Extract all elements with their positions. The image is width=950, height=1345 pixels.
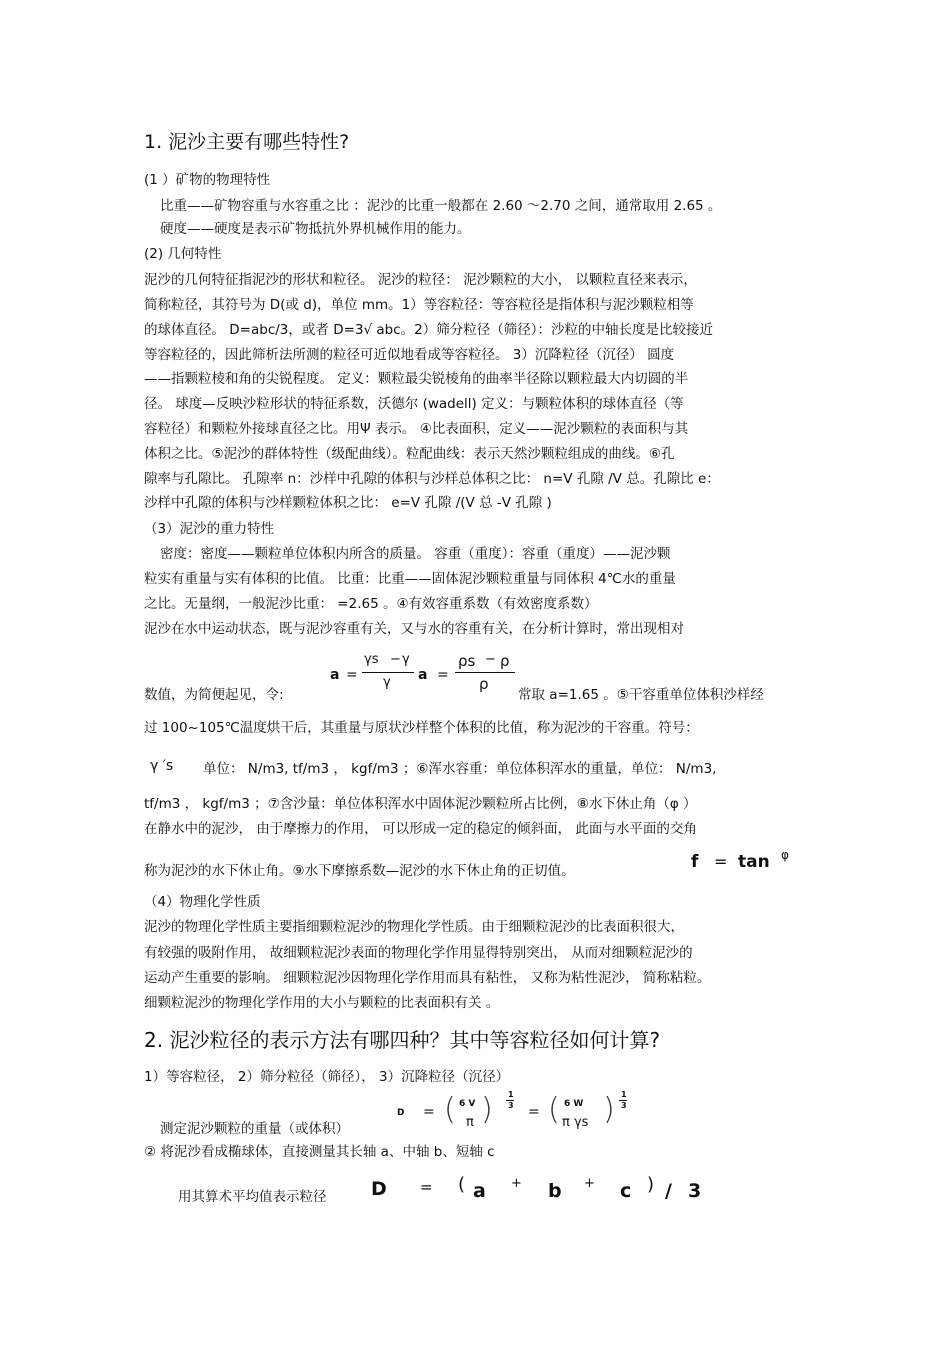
formula-a: a bbox=[330, 667, 340, 683]
formula-equals: = bbox=[423, 1104, 435, 1120]
formula-exponent-numerator: 1 bbox=[621, 1090, 627, 1099]
paragraph-line: tf/m3 ， kgf/m3 ；⑦含沙量：单位体积浑水中固体泥沙颗粒所占比例，⑧水下休止角（φ ） bbox=[144, 796, 697, 812]
formula-gamma: γ bbox=[402, 652, 410, 667]
paragraph-line: 径。 球度—反映沙粒形状的特征系数，沃德尔 (wadell) 定义：与颗粒体积的球体直径（等 bbox=[144, 396, 684, 412]
formula-minus: − bbox=[485, 652, 496, 667]
formula-paren: ) bbox=[603, 1092, 615, 1127]
formula-c-axis: c bbox=[620, 1180, 632, 1202]
fraction-bar bbox=[362, 672, 414, 673]
subsection-2-heading: (2) 几何特性 bbox=[144, 246, 222, 262]
formula-a-axis: a bbox=[473, 1180, 486, 1202]
formula-a: a bbox=[418, 667, 428, 683]
paragraph-line: 数值，为简便起见，令: bbox=[144, 687, 284, 703]
formula-pi-gamma: π γs bbox=[562, 1115, 589, 1130]
paragraph-line: ——指颗粒棱和角的尖锐程度。 定义：颗粒最尖锐棱角的曲率半径除以颗粒最大内切圆的半 bbox=[144, 371, 689, 387]
paragraph-line: 测定泥沙颗粒的重量（或体积） bbox=[160, 1121, 349, 1137]
paragraph-line: 的球体直径。 D=abc/3，或者 D=3√ abc。2）筛分粒径（筛径）：沙粒的中轴长度是比较接近 bbox=[144, 322, 713, 338]
paragraph-line: 之比。无量纲，一般泥沙比重： =2.65 。④有效容重系数（有效密度系数） bbox=[144, 596, 598, 612]
formula-exponent-numerator: 1 bbox=[508, 1090, 514, 1099]
section-1-title: 1. 泥沙主要有哪些特性? bbox=[144, 131, 350, 153]
subsection-4-heading: （4）物理化学性质 bbox=[144, 894, 261, 910]
paragraph-line: 简称粒径，其符号为 D(或 d)，单位 mm。1）等容粒径：等容粒径是指体积与泥沙颗粒相等 bbox=[144, 297, 694, 313]
formula-rho: ρ bbox=[500, 652, 510, 670]
paragraph-line: 常取 a=1.65 。⑤干容重单位体积沙样经 bbox=[518, 687, 764, 703]
formula-exponent-denominator: 3 bbox=[508, 1101, 514, 1110]
paragraph-line: 泥沙的几何特征指泥沙的形状和粒径。 泥沙的粒径： 泥沙颗粒的大小， 以颗粒直径来表示， bbox=[144, 272, 697, 288]
paragraph-line: 在静水中的泥沙， 由于摩擦力的作用， 可以形成一定的稳定的倾斜面， 此面与水平面的交角 bbox=[144, 821, 697, 837]
paragraph-line: ② 将泥沙看成椭球体，直接测量其长轴 a、中轴 b、短轴 c bbox=[144, 1144, 495, 1160]
paragraph-line: 比重——矿物容重与水容重之比 ：泥沙的比重一般都在 2.60 ～2.70 之间，通常取用 2.65 。 bbox=[160, 198, 722, 214]
paragraph-line: 用其算术平均值表示粒径 bbox=[178, 1189, 327, 1205]
formula-equals: = bbox=[528, 1104, 540, 1120]
paragraph-line: 泥沙在水中运动状态，既与泥沙容重有关，又与水的容重有关，在分析计算时，常出现相对 bbox=[144, 621, 684, 637]
paragraph-line: 过 100~105℃温度烘干后，其重量与原状沙样整个体积的比值，称为泥沙的干容重。符号： bbox=[144, 720, 699, 736]
paragraph-line: 泥沙的物理化学性质主要指细颗粒泥沙的物理化学性质。由于细颗粒泥沙的比表面积很大， bbox=[144, 919, 684, 935]
formula-paren: ) bbox=[481, 1092, 493, 1127]
paragraph-line: 1）等容粒径， 2）筛分粒径（筛径）， 3）沉降粒径（沉径） bbox=[144, 1069, 510, 1085]
formula-paren: ( bbox=[444, 1092, 456, 1127]
section-2-title: 2. 泥沙粒径的表示方法有哪四种？其中等容粒径如何计算? bbox=[144, 1028, 661, 1052]
formula-gamma-denominator: γ bbox=[383, 675, 391, 690]
formula-minus: − bbox=[390, 652, 401, 667]
subsection-1-heading: (1 ）矿物的物理特性 bbox=[144, 172, 271, 188]
paragraph-line: 沙样中孔隙的体积与沙样颗粒体积之比： e=V 孔隙 /(V 总 -V 孔隙 ) bbox=[144, 495, 552, 511]
formula-three: 3 bbox=[688, 1180, 702, 1202]
formula-pi: π bbox=[466, 1115, 474, 1130]
formula-equals: = bbox=[420, 1178, 433, 1196]
fraction-bar bbox=[455, 672, 515, 673]
formula-D: D bbox=[371, 1178, 387, 1200]
formula-paren: ( bbox=[458, 1174, 466, 1195]
formula-equals: = bbox=[437, 667, 449, 683]
formula-paren: ( bbox=[548, 1092, 560, 1127]
formula-rho-denominator: ρ bbox=[479, 675, 489, 693]
formula-rho-s: ρs bbox=[458, 652, 476, 670]
formula-6w: 6 W bbox=[564, 1099, 584, 1109]
paragraph-line: 体积之比。⑤泥沙的群体特性（级配曲线）。粒配曲线：表示天然沙颗粒组成的曲线。⑥孔 bbox=[144, 446, 675, 462]
formula-plus: + bbox=[511, 1176, 522, 1191]
subsection-3-heading: （3）泥沙的重力特性 bbox=[144, 521, 275, 537]
formula-b-axis: b bbox=[548, 1180, 562, 1202]
paragraph-line: 称为泥沙的水下休止角。⑨水下摩擦系数—泥沙的水下休止角的正切值。 bbox=[144, 863, 575, 879]
formula-dry-unit-weight-symbol: γ ′s bbox=[150, 758, 174, 774]
paragraph-line: 密度：密度——颗粒单位体积内所含的质量。 容重（重度）：容重（重度）——泥沙颗 bbox=[160, 546, 671, 562]
formula-phi: φ bbox=[781, 848, 789, 862]
paragraph-line: 单位： N/m3, tf/m3 ， kgf/m3 ；⑥浑水容重：单位体积浑水的重量，单位： N/m3, bbox=[203, 761, 717, 777]
formula-D: D bbox=[397, 1108, 405, 1118]
paragraph-line: 运动产生重要的影响。 细颗粒泥沙因物理化学作用而具有粘性， 又称为粘性泥沙， 简称粘粒。 bbox=[144, 970, 711, 986]
paragraph-line: 隙率与孔隙比。 孔隙率 n：沙样中孔隙的体积与沙样总体积之比： n=V 孔隙 /V 总。孔隙比 e： bbox=[144, 471, 720, 487]
paragraph-line: 等容粒径的，因此筛析法所测的粒径可近似地看成等容粒径。 3）沉降粒径（沉径） 圆度 bbox=[144, 347, 675, 363]
formula-exponent-denominator: 3 bbox=[621, 1101, 627, 1110]
formula-gamma-s: γs bbox=[364, 652, 379, 667]
formula-6v: 6 V bbox=[459, 1099, 476, 1109]
paragraph-line: 细颗粒泥沙的物理化学作用的大小与颗粒的比表面积有关 。 bbox=[144, 995, 500, 1011]
paragraph-line: 容粒径）和颗粒外接球直径之比。用Ψ 表示。 ④比表面积，定义——泥沙颗粒的表面积与其 bbox=[144, 421, 689, 437]
formula-equals: = bbox=[714, 852, 728, 871]
formula-plus: + bbox=[584, 1176, 595, 1191]
paragraph-line: 粒实有重量与实有体积的比值。 比重：比重——固体泥沙颗粒重量与同体积 4℃水的重量 bbox=[144, 571, 676, 587]
formula-paren: ) bbox=[647, 1174, 655, 1195]
formula-tan: tan bbox=[738, 852, 770, 872]
formula-f: f bbox=[691, 852, 699, 872]
paragraph-line: 硬度——硬度是表示矿物抵抗外界机械作用的能力。 bbox=[160, 221, 471, 237]
paragraph-line: 有较强的吸附作用， 故细颗粒泥沙表面的物理化学作用显得特别突出， 从而对细颗粒泥沙的 bbox=[144, 945, 693, 961]
formula-equals: = bbox=[346, 667, 358, 683]
formula-slash: / bbox=[665, 1180, 672, 1202]
